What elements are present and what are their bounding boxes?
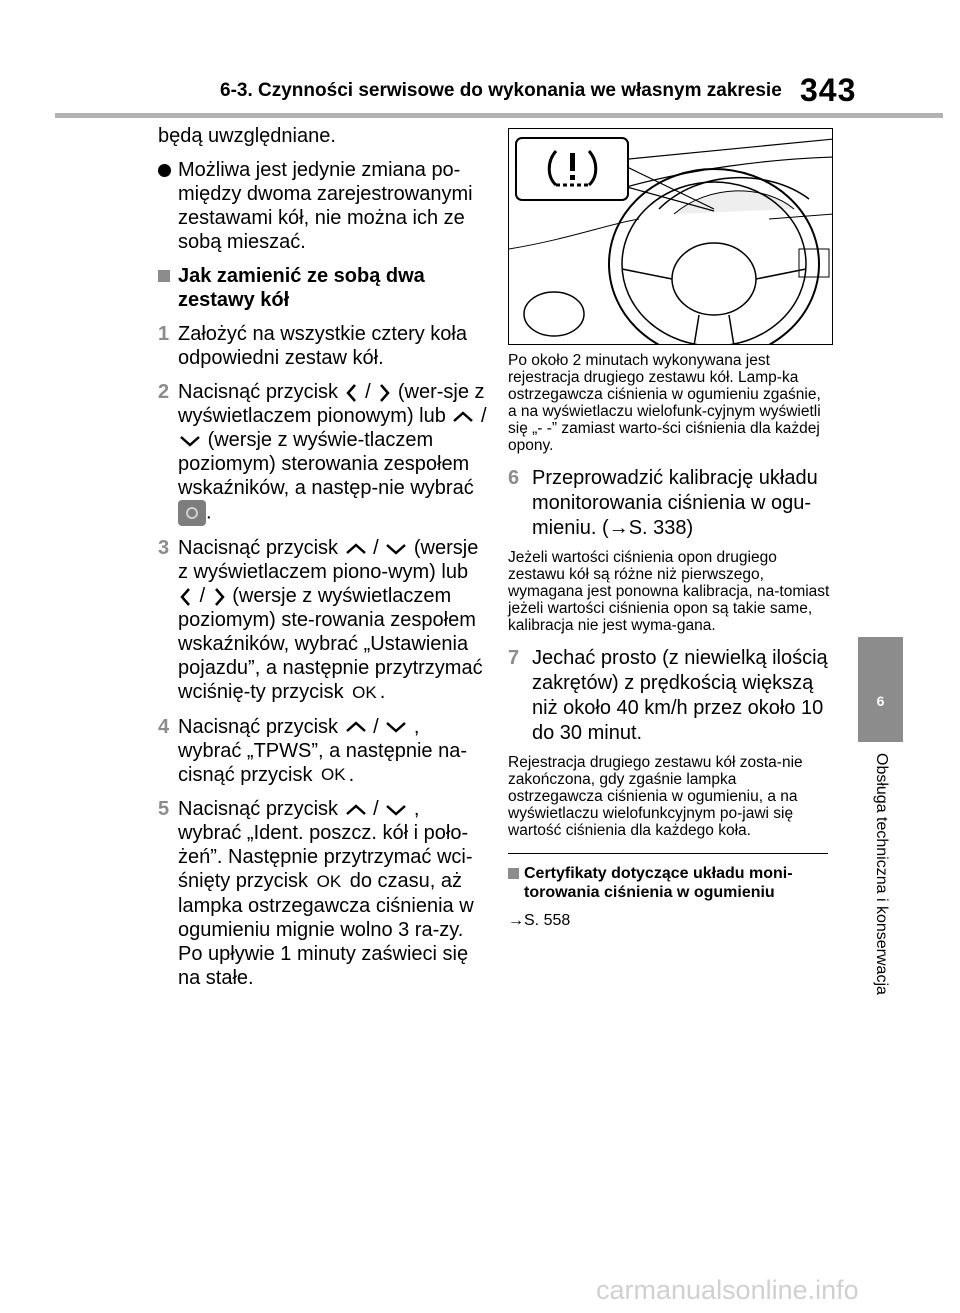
chevron-up-icon (451, 409, 475, 425)
step-6 (508, 466, 833, 541)
certificates-heading (508, 864, 833, 902)
section-title: 6-3. Czynności serwisowe do wykonania we własnym zakresie (220, 80, 782, 101)
step-text: (wer-sje z wyświetlaczem pionowym) lub (178, 381, 485, 427)
step-1 (158, 322, 488, 370)
step-text: Jechać prosto (z niewielką ilością zakrętów) z prędkością większą niż około 40 km/h przez około 10 do 30 minut. (532, 647, 828, 744)
step-text: Nacisnąć przycisk (178, 715, 339, 738)
step-end: . (348, 763, 355, 786)
chevron-right-icon (211, 587, 227, 607)
chevron-left-icon (344, 383, 360, 403)
step-number: 3 (158, 537, 170, 559)
chevron-down-icon (384, 719, 408, 735)
settings-gear-icon (178, 500, 206, 526)
continued-text: będą uwzględniane. (158, 125, 336, 147)
step-4 (158, 715, 488, 788)
step-number: 1 (158, 323, 170, 345)
step-text: , wybrać „TPWS”, a następnie na-cisnąć przycisk (178, 715, 467, 786)
header-rule (55, 113, 943, 118)
separator: / (365, 381, 371, 403)
chevron-down-icon (178, 433, 202, 449)
step-text: (wersje z wyświetlaczem poziomym) ste-rowania zespołem wskaźników, wybrać „Ustawienia pojazdu”, a następnie przytrzymać wciśnię-ty przycisk (178, 585, 483, 703)
step-number: 6 (508, 467, 520, 489)
step-text: , wybrać „Ident. poszcz. kół i poło-żeń”. Następnie przytrzymać wci-śnięty przycisk (178, 798, 473, 893)
chapter-label-text: Obsługa techniczna i konserwacja (873, 753, 890, 995)
right-column (508, 352, 833, 930)
step-number: 2 (158, 381, 170, 403)
chevron-right-icon (376, 383, 392, 403)
figure-caption: Po około 2 minutach wykonywana jest rejestracja drugiego zestawu kół. Lamp-ka ostrzegawcza ciśnienia w ogumieniu zgaśnie, a na wyświetlaczu wielofunk-cyjnym wyświetli się „- -” zamiast warto-ści ciśnienia dla każdej opony. (508, 352, 821, 454)
square-marker-icon (158, 270, 170, 282)
step-number: 4 (158, 715, 170, 738)
step-text: Przeprowadzić kalibrację układu monitorowania ciśnienia w ogu-mieniu. (→S. 338) (532, 467, 818, 539)
certificates-reference-link[interactable]: →S. 558 (508, 912, 571, 929)
step-end: . (379, 681, 386, 703)
ok-button-icon: OK (316, 872, 342, 892)
step-text: Nacisnąć przycisk (178, 798, 339, 821)
chevron-up-icon (344, 541, 368, 557)
step-6-note: Jeżeli wartości ciśnienia opon drugiego zestawu kół są różne niż pierwszego, wymagana jest ponowna kalibracja, na-tomiast jeżeli wartości ciśnienia opon są takie same, kalibracja nie jest wyma-gana. (508, 549, 830, 634)
bullet-item (158, 158, 488, 254)
step-end: . (206, 501, 212, 524)
page-number: 343 (800, 72, 857, 108)
step-text: do czasu, aż lampka ostrzegawcza ciśnienia w ogumieniu mignie wolno 3 ra-zy. Po upływie 1 minuty zaświeci się na stałe. (178, 870, 474, 990)
chapter-number: 6 (876, 693, 885, 709)
step-text: Nacisnąć przycisk (178, 381, 339, 403)
chapter-label (868, 753, 894, 1023)
step-text: Założyć na wszystkie cztery koła odpowiedni zestaw kół. (178, 323, 467, 369)
step-5 (158, 797, 488, 990)
chevron-down-icon (384, 802, 408, 818)
chevron-up-icon (344, 719, 368, 735)
subheading (158, 264, 488, 312)
step-3 (158, 536, 488, 705)
separator: / (373, 537, 379, 559)
square-marker-icon (508, 868, 519, 879)
step-7-note: Rejestracja drugiego zestawu kół zosta-nie zakończona, gdy zgaśnie lampka ostrzegawcza ciśnienia w ogumieniu, a na wyświetlaczu wielofunkcyjnym po-jawi się wartość ciśnienia dla każdego koła. (508, 754, 803, 839)
separator: / (373, 798, 379, 821)
separator: / (199, 585, 206, 607)
subheading-line2: zestawy kół (178, 289, 290, 311)
step-text: (wersje z wyświe-tlaczem poziomym) sterowania zespołem wskaźników, a następ-nie wybrać (178, 429, 474, 499)
subheading-line1: Jak zamienić ze sobą dwa (178, 265, 425, 287)
separator: / (481, 405, 487, 427)
step-number: 7 (508, 647, 520, 669)
steering-dashboard-drawing (509, 129, 833, 345)
step-number: 5 (158, 798, 170, 821)
dashboard-illustration (508, 128, 833, 345)
ok-button-icon: OK (352, 682, 377, 702)
ok-button-icon: OK (321, 765, 346, 785)
bullet-text: Możliwa jest jedynie zmiana po-między dwoma zarejestrowanymi zestawami kół, nie można ich ze sobą mieszać. (178, 159, 473, 253)
bullet-icon (158, 164, 171, 177)
separator: / (373, 715, 379, 738)
step-text: (wersje z wyświetlaczem piono-wym) lub (178, 537, 479, 583)
chapter-tab (858, 637, 903, 742)
left-column (158, 124, 488, 990)
step-2 (158, 380, 488, 526)
section-divider (508, 853, 828, 854)
chevron-down-icon (384, 541, 408, 557)
certificates-heading-text: Certyfikaty dotyczące układu moni-torowania ciśnienia w ogumieniu (524, 865, 793, 901)
watermark: carmanualsonline.info (596, 1275, 859, 1305)
step-text: Nacisnąć przycisk (178, 537, 339, 559)
chevron-left-icon (178, 587, 194, 607)
step-7 (508, 646, 833, 746)
chevron-up-icon (344, 802, 368, 818)
